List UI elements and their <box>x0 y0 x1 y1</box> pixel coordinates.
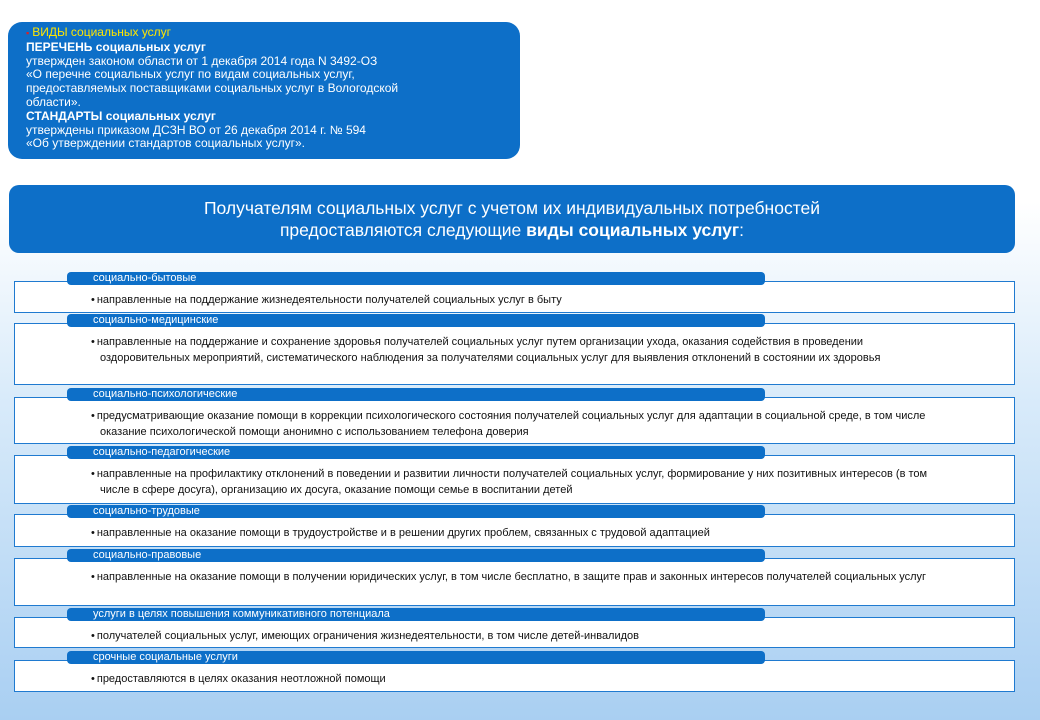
standards-heading: СТАНДАРТЫ социальных услуг <box>26 108 216 123</box>
services-types-title-text: ВИДЫ социальных услуг <box>32 25 172 39</box>
category-block <box>14 314 1015 385</box>
category-label: социально-трудовые <box>67 505 765 518</box>
category-block <box>14 549 1015 606</box>
list-line: предоставляемых поставщиками социальных услуг в Вологодской <box>26 81 399 96</box>
category-label: социально-бытовые <box>67 272 765 285</box>
category-description: • предусматривающие оказание помощи в коррекции психологического состояния получателей социальных услуг для адаптации в социальной среде, в том числе оказание психологической помощи анонимно с использованием телефона доверия <box>91 409 930 440</box>
title-banner <box>9 185 1015 253</box>
list-line: утвержден законом области от 1 декабря 2014 года N 3492-ОЗ <box>26 53 378 68</box>
category-label: социально-правовые <box>67 549 765 562</box>
category-label: срочные социальные услуги <box>67 651 765 664</box>
category-description: • направленные на поддержание и сохранение здоровья получателей социальных услуг путем организации ухода, оказания содействия в проведении оздоровительных мероприятий, систематического наблюдения за получателями социальных услуг для выявления отклонений в состоянии их здоровья <box>91 335 930 366</box>
category-block <box>14 272 1015 313</box>
category-description: • направленные на профилактику отклонений в поведении и развитии личности получателей социальных услуг, формирование у них позитивных интересов (в том числе в сфере досуга), организацию их досуга, оказание помощи семье в воспитании детей <box>91 467 930 498</box>
category-description: • направленные на оказание помощи в получении юридических услуг, в том числе бесплатно, в защите прав и законных интересов получателей социальных услуг <box>91 570 930 586</box>
standards-line: утверждены приказом ДСЗН ВО от 26 декабря 2014 г. № 594 <box>26 122 366 137</box>
category-description: • получателей социальных услуг, имеющих ограничения жизнедеятельности, в том числе детей-инвалидов <box>91 629 930 645</box>
category-block <box>14 505 1015 547</box>
standards-line: «Об утверждении стандартов социальных услуг». <box>26 136 306 151</box>
category-description: • направленные на поддержание жизнедеятельности получателей социальных услуг в быту <box>91 293 930 309</box>
services-types-title <box>26 26 502 41</box>
category-label: социально-медицинские <box>67 314 765 327</box>
banner-line-1: Получателям социальных услуг с учетом их индивидуальных потребностей <box>203 198 821 218</box>
banner-line-2 <box>280 219 744 241</box>
banner-line-2-bold: виды социальных услуг <box>526 220 740 240</box>
category-block <box>14 651 1015 692</box>
category-block <box>14 388 1015 444</box>
list-heading: ПЕРЕЧЕНЬ социальных услуг <box>26 39 206 54</box>
banner-line-2-suffix: : <box>739 220 745 240</box>
category-label: услуги в целях повышения коммуникативного потенциала <box>67 608 765 621</box>
category-description: • направленные на оказание помощи в трудоустройстве и в решении других проблем, связанных с трудовой адаптацией <box>91 526 930 542</box>
list-line: области». <box>26 94 81 109</box>
category-block <box>14 446 1015 504</box>
category-block <box>14 608 1015 648</box>
category-label: социально-психологические <box>67 388 765 401</box>
info-box <box>8 22 520 159</box>
banner-line-2-prefix: предоставляются следующие <box>279 220 527 240</box>
category-label: социально-педагогические <box>67 446 765 459</box>
bullet-icon: ▪ <box>26 28 30 38</box>
category-description: • предоставляются в целях оказания неотложной помощи <box>91 672 930 688</box>
list-line: «О перечне социальных услуг по видам социальных услуг, <box>26 67 355 82</box>
